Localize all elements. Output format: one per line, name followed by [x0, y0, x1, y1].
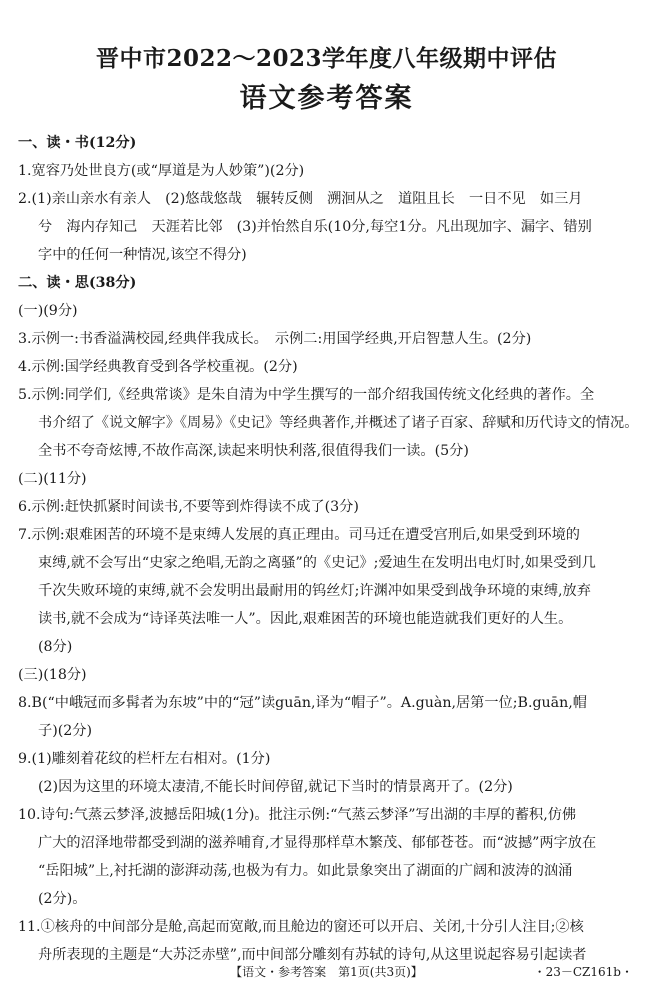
answer-q8-line1: 8.B(“中峨冠而多髯者为东坡”中的“冠”读guān,译为“帽子”。A.guàn,居第一位;B.guān,帽 [18, 695, 587, 711]
answer-q7-line1: 7.示例:艰难困苦的环境不是束缚人发展的真正理由。司马迁在遭受宫刑后,如果受到环境的 [18, 527, 580, 543]
document-title: 晋中市2022～2023学年度八年级期中评估 [95, 45, 558, 72]
answer-q11-line1: 11.①核舟的中间部分是舱,高起而宽敞,而且舱边的窗还可以开启、关闭,十分引人注目;②核 [18, 919, 584, 935]
answer-q10-line1: 10.诗句:气蒸云梦泽,波撼岳阳城(1分)。批注示例:“气蒸云梦泽”写出湖的丰厚的蓄积,仿佛 [18, 807, 577, 823]
footer-page-info: 【语文・参考答案 第1页(共3页)】 [230, 965, 423, 979]
answer-q8-line2: 子)(2分) [38, 723, 93, 739]
answer-q3: 3.示例一:书香溢满校园,经典伴我成长。 示例二:用国学经典,开启智慧人生。(2分) [18, 331, 532, 347]
answer-q11-line2: 舟所表现的主题是“大苏泛赤壁”,而中间部分雕刻有苏轼的诗句,从这里说起容易引起读者 [38, 947, 587, 963]
answer-q7-line4: 读书,就不会成为“诗译英法唯一人”。因此,艰难困苦的环境也能造就我们更好的人生。 [38, 611, 573, 627]
answer-q2-line3: 字中的任何一种情况,该空不得分) [38, 247, 247, 263]
answer-q10-line2: 广大的沼泽地带都受到湖的滋养哺育,才显得那样草木繁茂、郁郁苍苍。而“波撼”两字放在 [38, 835, 597, 851]
document-subtitle: 语文参考答案 [239, 83, 414, 114]
answer-q10-line4: (2分)。 [38, 891, 87, 907]
answer-content [18, 129, 638, 969]
part-heading-2: (二)(11分) [18, 471, 87, 487]
answer-q9-line2: (2)因为这里的环境太凄清,不能长时间停留,就记下当时的情景离开了。(2分) [38, 779, 513, 795]
section-heading-reading-writing: 一、读・书(12分) [18, 135, 137, 151]
answer-q5-line2: 书介绍了《说文解字》《周易》《史记》等经典著作,并概述了诸子百家、辞赋和历代诗文的情况。 [38, 415, 638, 431]
answer-q7-line2: 束缚,就不会写出“史家之绝唱,无韵之离骚”的《史记》;爱迪生在发明出电灯时,如果受到几 [38, 555, 596, 571]
footer-doc-code: ・23－CZ161b・ [533, 965, 633, 979]
page-footer [0, 962, 653, 982]
section-heading-reading-thinking: 二、读・思(38分) [18, 275, 137, 291]
answer-q9-line1: 9.(1)雕刻着花纹的栏杆左右相对。(1分) [18, 751, 271, 767]
part-heading-1: (一)(9分) [18, 303, 78, 319]
answer-q7-line3: 千次失败环境的束缚,就不会发明出最耐用的钨丝灯;许渊冲如果受到战争环境的束缚,放弃 [38, 583, 591, 599]
answer-q2-line2: 兮 海内存知己 天涯若比邻 (3)并怡然自乐(10分,每空1分。凡出现加字、漏字、错别 [38, 219, 592, 235]
answer-q4: 4.示例:国学经典教育受到各学校重视。(2分) [18, 359, 298, 375]
answer-q5-line1: 5.示例:同学们,《经典常谈》是朱自清为中学生撰写的一部介绍我国传统文化经典的著作。全 [18, 387, 595, 403]
answer-q5-line3: 全书不夸奇炫博,不故作高深,读起来明快利落,很值得我们一读。(5分) [38, 443, 469, 459]
part-heading-3: (三)(18分) [18, 667, 87, 683]
answer-q10-line3: “岳阳城”上,衬托湖的澎湃动荡,也极为有力。如此景象突出了湖面的广阔和波涛的汹涌 [38, 863, 573, 879]
answer-q2-line1: 2.(1)亲山亲水有亲人 (2)悠哉悠哉 辗转反侧 溯洄从之 道阻且长 一日不见 如三月 [18, 191, 583, 207]
answer-q7-line5: (8分) [38, 639, 73, 655]
answer-q6: 6.示例:赶快抓紧时间读书,不要等到炸得读不成了(3分) [18, 499, 359, 515]
answer-q1: 1.宽容乃处世良方(或“厚道是为人妙策”)(2分) [18, 163, 305, 179]
